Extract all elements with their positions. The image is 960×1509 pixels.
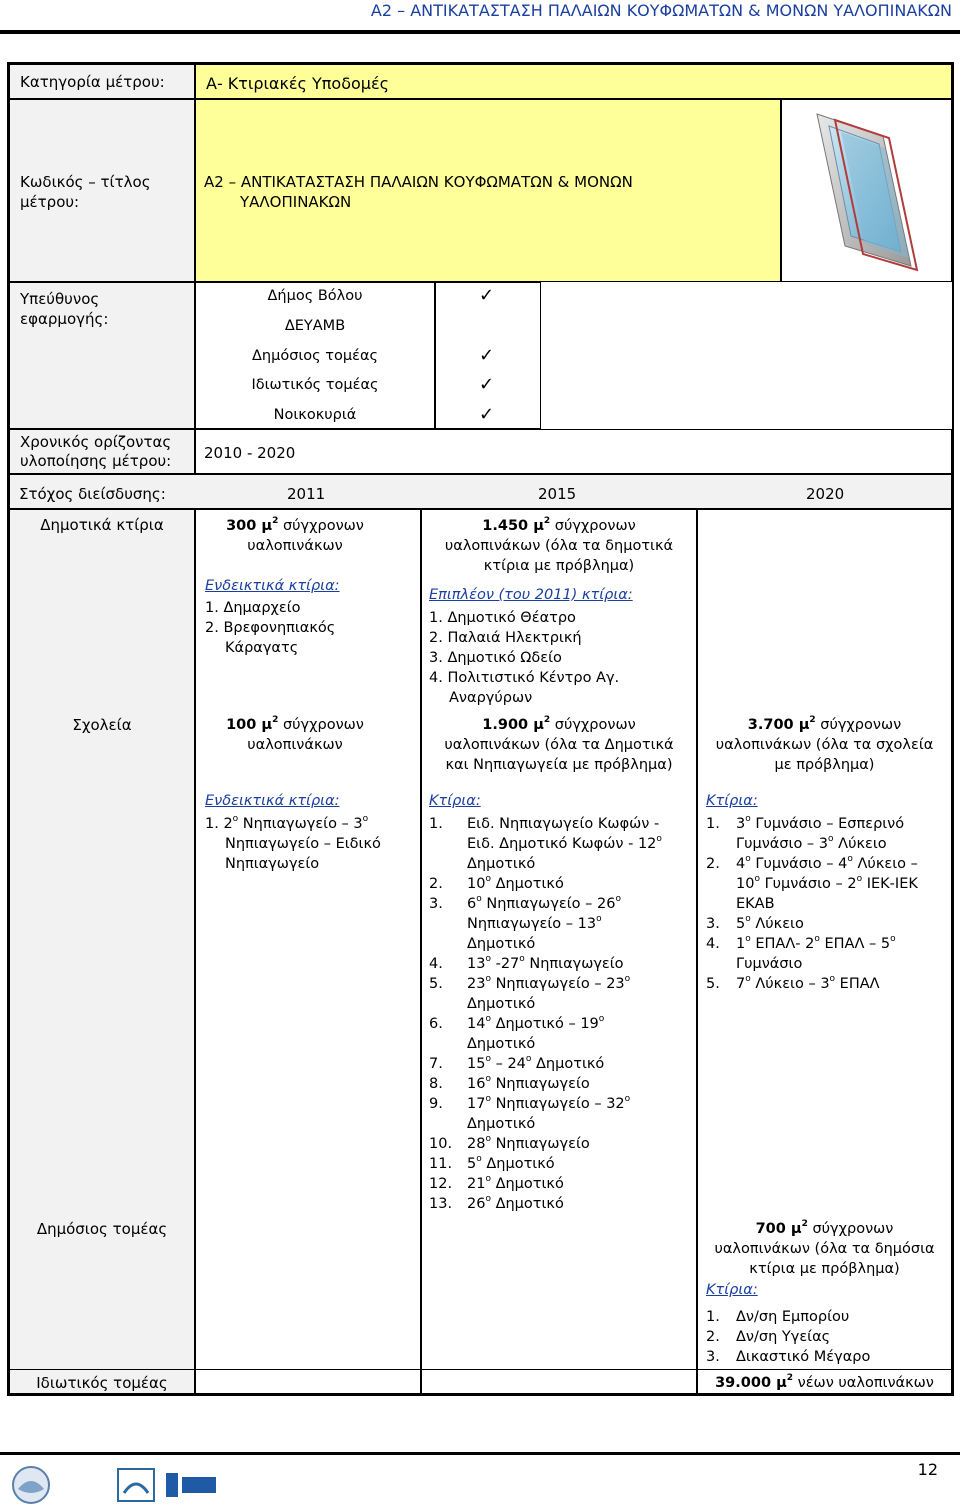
category-value: Α- Κτιριακές Υποδομές	[206, 74, 390, 93]
responsible-body-1: Δήμος Βόλου	[267, 288, 363, 304]
list-text: $10^o$ Δημοτικό	[467, 874, 564, 892]
list-item	[706, 934, 896, 954]
list-text: Δημοτικό	[467, 1036, 536, 1052]
amount-qty: 1.450 μ	[482, 518, 544, 534]
municipal-2015-item-1: 1. Δημοτικό Θέατρο	[429, 610, 576, 626]
category-value-cell	[195, 64, 952, 99]
category-label: Κατηγορία μέτρου:	[20, 73, 165, 91]
volos-seal-logo	[8, 1465, 54, 1505]
amount-sup: 2	[272, 516, 279, 527]
schools-2011-item-1b: Νηπιαγωγείο – Ειδικό	[225, 836, 381, 852]
list-item	[429, 1014, 604, 1034]
list-text: Δν/ση Εμπορίου	[736, 1309, 850, 1325]
list-text: $28^o$ Νηπιαγωγείο	[467, 1134, 590, 1152]
list-text: Γυμνάσιο – $3^o$ Λύκειο	[736, 834, 887, 852]
amount-qty: 700 μ	[755, 1221, 802, 1237]
list-text: $16^o$ Νηπιαγωγείο	[467, 1074, 590, 1092]
municipal-2011-item-2: 2. Βρεφονηπιακός	[205, 620, 336, 636]
list-item	[429, 1054, 604, 1074]
list-text: ΕΚΑΒ	[736, 896, 775, 912]
horizon-label-cell	[9, 429, 195, 474]
footer-rule	[0, 1452, 960, 1455]
amount-sup: 2	[543, 715, 551, 726]
municipal-2011-item-1: 1. Δημαρχείο	[205, 600, 301, 616]
schools-2011-item-1	[205, 814, 368, 834]
target-year-2015: 2015	[538, 485, 577, 503]
horizon-label-line2: υλοποίησης μέτρου:	[20, 452, 172, 470]
item-sup: ο	[232, 814, 239, 825]
list-item	[706, 954, 802, 974]
schools-label: Σχολεία	[72, 716, 132, 734]
list-item	[429, 974, 630, 994]
public-2020-amount-line3: κτίρια με πρόβλημα)	[749, 1261, 900, 1277]
responsible-label-cell	[9, 282, 195, 429]
list-item	[429, 954, 624, 974]
amount-qty: 100 μ	[226, 717, 273, 733]
responsible-body-3: Δημόσιος τομέας	[251, 348, 379, 364]
list-number: 3.	[706, 916, 720, 932]
list-number: 5.	[706, 976, 720, 992]
check-icon: ✓	[479, 374, 495, 395]
schools-2020-amount	[697, 715, 952, 735]
list-text: $7^o$ Λύκειο – $3^o$ ΕΠΑΛ	[736, 974, 880, 992]
list-item	[706, 894, 775, 914]
list-item	[429, 874, 564, 894]
list-number: 1.	[706, 1309, 720, 1325]
list-number: 1.	[429, 816, 443, 832]
list-item	[706, 1347, 870, 1367]
item-text: 1. 2	[205, 816, 233, 832]
horizon-value-cell	[195, 429, 952, 474]
list-number: 6.	[429, 1016, 443, 1032]
amount-rest: σύγχρονων	[278, 717, 364, 733]
amount-sup: 2	[272, 715, 279, 726]
public-2020-amount	[697, 1219, 952, 1239]
check-icon: ✓	[479, 404, 495, 425]
list-item	[706, 1307, 849, 1327]
list-item	[706, 1327, 830, 1347]
target-year-2020: 2020	[806, 485, 845, 503]
municipal-2015-amount-line3: κτίρια με πρόβλημα)	[483, 558, 635, 574]
list-item	[429, 914, 602, 934]
public-label: Δημόσιος τομέας	[36, 1220, 168, 1238]
municipal-2015-item-3: 3. Δημοτικό Ωδείο	[429, 650, 562, 666]
amount-rest: σύγχρονων	[815, 717, 902, 733]
list-text: Ειδ. Νηπιαγωγείο Κωφών -	[467, 816, 660, 832]
schools-2015-amount	[421, 715, 697, 735]
item-sup: ο	[362, 814, 369, 825]
measure-sheet	[7, 62, 954, 1396]
municipal-2011-item-2b: Κάραγατς	[225, 640, 299, 656]
list-text: Δν/ση Υγείας	[736, 1329, 831, 1345]
list-item	[429, 994, 535, 1014]
amount-sup: 2	[543, 516, 551, 527]
list-text: $5^o$ Λύκειο	[736, 914, 804, 932]
check-icon: ✓	[479, 285, 495, 306]
municipal-2015-amount-line2: υαλοπινάκων (όλα τα δημοτικά	[444, 538, 674, 554]
amount-rest: σύγχρονων	[278, 518, 364, 534]
list-number: 1.	[706, 816, 720, 832]
list-item	[429, 1074, 590, 1094]
municipal-2011-amount	[195, 516, 395, 536]
row-label-column	[9, 509, 195, 1394]
header-rule	[0, 30, 960, 34]
code-title-label-line1: Κωδικός – τίτλος	[20, 173, 151, 191]
horizon-label-line1: Χρονικός ορίζοντας	[20, 433, 172, 451]
amount-rest: σύγχρονων	[807, 1221, 894, 1237]
list-text: $26^o$ Δημοτικό	[467, 1194, 564, 1212]
responsible-body-5: Νοικοκυριά	[273, 407, 357, 423]
list-number: 4.	[429, 956, 443, 972]
list-number: 5.	[429, 976, 443, 992]
list-item	[429, 1154, 555, 1174]
list-item	[429, 1114, 535, 1134]
schools-2020-amount-line2: υαλοπινάκων (όλα τα σχολεία	[715, 737, 934, 753]
list-item	[429, 854, 535, 874]
list-item	[706, 814, 904, 834]
epem-logo	[164, 1465, 220, 1505]
private-2020-amount	[697, 1373, 952, 1393]
list-item	[706, 874, 918, 894]
list-number: 2.	[706, 1329, 720, 1345]
list-item	[429, 934, 535, 954]
municipal-2015-item-4b: Αναργύρων	[449, 690, 533, 706]
list-number: 4.	[706, 936, 720, 952]
code-title-value-line2: ΥΑΛΟΠΙΝΑΚΩΝ	[240, 193, 352, 211]
schools-2011-item-1c: Νηπιαγωγείο	[225, 856, 320, 872]
list-text: $13^o$ $-27^o$ Νηπιαγωγείο	[467, 954, 624, 972]
amount-rest: νέων υαλοπινάκων	[793, 1375, 934, 1391]
schools-2020-amount-line3: με πρόβλημα)	[774, 757, 875, 773]
list-text: $21^o$ Δημοτικό	[467, 1174, 564, 1192]
list-text: $23^o$ Νηπιαγωγείο – $23^o$	[467, 974, 631, 992]
responsible-body-4: Ιδιωτικός τομέας	[251, 377, 379, 393]
list-number: 8.	[429, 1076, 443, 1092]
municipal-2015-item-2: 2. Παλαιά Ηλεκτρική	[429, 630, 582, 646]
list-text: Δημοτικό	[467, 936, 536, 952]
list-text: $4^o$ Γυμνάσιο – $4^o$ Λύκειο –	[736, 854, 918, 872]
list-item	[429, 814, 659, 834]
schools-2020-list-title: Κτίρια:	[706, 793, 758, 809]
window-glass-icon	[807, 106, 927, 276]
schools-2015-amount-line3: και Νηπιαγωγεία με πρόβλημα)	[445, 757, 673, 773]
list-item	[429, 894, 621, 914]
schools-2015-list-title: Κτίρια:	[429, 793, 481, 809]
list-number: 7.	[429, 1056, 443, 1072]
list-text: $5^o$ Δημοτικό	[467, 1154, 555, 1172]
list-text: $17^o$ Νηπιαγωγείο – $32^o$	[467, 1094, 631, 1112]
amount-qty: 3.700 μ	[747, 717, 810, 733]
list-text: Δημοτικό	[467, 856, 536, 872]
list-item	[429, 1174, 564, 1194]
running-header: Α2 – ΑΝΤΙΚΑΤΑΣΤΑΣΗ ΠΑΛΑΙΩΝ ΚΟΥΦΩΜΑΤΩΝ & ΜΟΝΩΝ ΥΑΛΟΠΙΝΑΚΩΝ	[370, 1, 952, 20]
amount-rest: σύγχρονων	[550, 717, 636, 733]
list-number: 3.	[706, 1349, 720, 1365]
list-number: 2.	[429, 876, 443, 892]
horizon-value: 2010 - 2020	[204, 444, 296, 462]
schools-2015-amount-line2: υαλοπινάκων (όλα τα Δημοτικά	[444, 737, 674, 753]
list-text: Νηπιαγωγείο – $13^o$	[467, 914, 602, 932]
list-item	[706, 914, 804, 934]
list-number: 10.	[429, 1136, 453, 1152]
check-icon: ✓	[479, 345, 495, 366]
code-title-value-line1: Α2 – ΑΝΤΙΚΑΤΑΣΤΑΣΗ ΠΑΛΑΙΩΝ ΚΟΥΦΩΜΑΤΩΝ & ΜΟΝΩΝ	[204, 173, 633, 191]
list-text: $3^o$ Γυμνάσιο – Εσπερινό	[736, 814, 905, 832]
municipal-2015-item-4: 4. Πολιτιστικό Κέντρο Αγ.	[429, 670, 620, 686]
responsible-label-line2: εφαρμογής:	[20, 310, 109, 328]
schools-2011-amount-line2: υαλοπινάκων	[247, 737, 343, 753]
municipal-2015-amount	[421, 516, 697, 536]
list-text: $1^o$ ΕΠΑΛ- $2^o$ ΕΠΑΛ – $5^o$	[736, 934, 896, 952]
municipal-2011-list-title: Ενδεικτικά κτίρια:	[205, 578, 340, 594]
code-title-label-line2: μέτρου:	[20, 193, 80, 211]
list-text: $15^o - 24^o$ Δημοτικό	[467, 1054, 605, 1072]
list-text: Γυμνάσιο	[736, 956, 803, 972]
public-2020-amount-line2: υαλοπινάκων (όλα τα δημόσια	[714, 1241, 935, 1257]
list-text: Ειδ. Δημοτικό Κωφών - $12^o$	[467, 834, 662, 852]
list-item	[706, 854, 918, 874]
list-number: 12.	[429, 1176, 453, 1192]
amount-sup: 2	[786, 1373, 794, 1384]
municipal-label: Δημοτικά κτίρια	[40, 516, 164, 534]
list-number: 2.	[706, 856, 720, 872]
list-item	[429, 1034, 535, 1054]
amount-qty: 300 μ	[226, 518, 273, 534]
list-number: 13.	[429, 1196, 453, 1212]
private-label: Ιδιωτικός τομέας	[36, 1374, 168, 1392]
window-image-cell	[781, 99, 952, 282]
amount-qty: 39.000 μ	[715, 1375, 787, 1391]
list-item	[429, 1194, 564, 1214]
category-label-cell	[9, 64, 195, 99]
schools-2011-list-title: Ενδεικτικά κτίρια:	[205, 793, 340, 809]
schools-2011-amount	[195, 715, 395, 735]
list-text: Δικαστικό Μέγαρο	[736, 1349, 871, 1365]
list-number: 3.	[429, 896, 443, 912]
list-number: 9.	[429, 1096, 443, 1112]
target-label: Στόχος διείσδυσης:	[19, 485, 166, 503]
list-item	[429, 834, 662, 854]
page-number: 12	[917, 1460, 938, 1479]
amount-sup: 2	[809, 715, 816, 726]
list-text: $6^o$ Νηπιαγωγείο – $26^o$	[467, 894, 621, 912]
list-text: Δημοτικό	[467, 1116, 536, 1132]
list-item	[706, 974, 880, 994]
amount-qty: 1.900 μ	[482, 717, 544, 733]
public-2020-list-title: Κτίρια:	[706, 1282, 758, 1298]
item-text: Νηπιαγωγείο – 3	[238, 816, 363, 832]
list-item	[706, 834, 887, 854]
municipal-2011-amount-line2: υαλοπινάκων	[247, 538, 343, 554]
municipal-2015-list-title: Επιπλέον (του 2011) κτίρια:	[429, 587, 633, 603]
target-year-2011: 2011	[287, 485, 326, 503]
list-number: 11.	[429, 1156, 453, 1172]
amount-rest: σύγχρονων	[550, 518, 636, 534]
code-title-value-cell	[195, 99, 781, 282]
responsible-body-2: ΔΕΥΑΜΒ	[284, 318, 346, 334]
amount-sup: 2	[801, 1219, 808, 1230]
list-item	[429, 1134, 590, 1154]
deyamv-logo	[116, 1465, 156, 1505]
list-item	[429, 1094, 630, 1114]
responsible-label-line1: Υπεύθυνος	[20, 290, 100, 308]
code-title-label-cell	[9, 99, 195, 282]
list-text: $14^o$ Δημοτικό – $19^o$	[467, 1014, 605, 1032]
list-text: $10^o$ Γυμνάσιο – $2^o$ ΙΕΚ-ΙΕΚ	[736, 874, 918, 892]
list-text: Δημοτικό	[467, 996, 536, 1012]
